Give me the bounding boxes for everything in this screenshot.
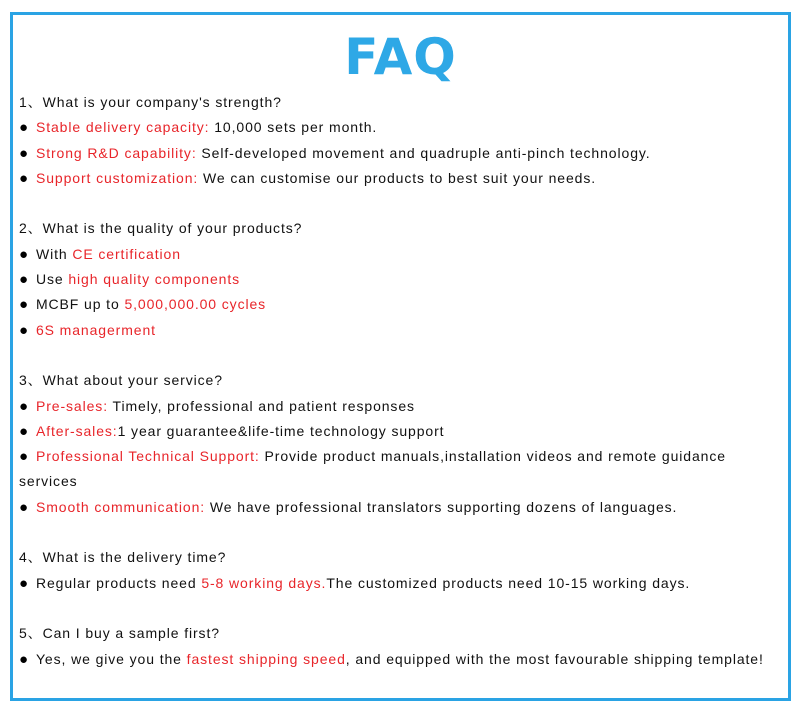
bullet-dot-icon: ● bbox=[19, 574, 29, 592]
faq-section-4 bbox=[19, 545, 779, 596]
highlight-text: Support customization: bbox=[35, 169, 199, 186]
bullet-item bbox=[19, 242, 779, 267]
bullet-dot-icon: ● bbox=[19, 296, 29, 314]
faq-section-2 bbox=[19, 216, 779, 342]
bullet-dot-icon: ● bbox=[19, 271, 29, 289]
bullet-item bbox=[19, 444, 779, 495]
highlight-text: Strong R&D capability: bbox=[35, 144, 197, 161]
faq-section-1 bbox=[19, 90, 779, 191]
highlight-text: high quality components bbox=[68, 271, 241, 288]
body-text: 1 year guarantee&life-time technology support bbox=[117, 422, 445, 439]
highlight-text: 5-8 working days. bbox=[201, 574, 327, 591]
bullet-dot-icon: ● bbox=[19, 397, 29, 415]
question-5: 5、Can I buy a sample first? bbox=[19, 625, 220, 642]
body-text: Yes, we give you the bbox=[35, 650, 187, 667]
body-text: , and equipped with the most favourable shipping template! bbox=[345, 650, 764, 667]
highlight-text: Professional Technical Support: bbox=[35, 448, 260, 465]
question-4: 4、What is the delivery time? bbox=[19, 549, 227, 566]
highlight-text: 5,000,000.00 cycles bbox=[124, 296, 267, 313]
bullet-dot-icon: ● bbox=[19, 245, 29, 263]
highlight-text: Pre-sales: bbox=[35, 397, 108, 414]
bullet-item bbox=[19, 166, 779, 191]
bullet-dot-icon: ● bbox=[19, 650, 29, 668]
bullet-item bbox=[19, 495, 779, 520]
highlight-text: Smooth communication: bbox=[35, 498, 206, 515]
question-2: 2、What is the quality of your products? bbox=[19, 220, 303, 237]
bullet-dot-icon: ● bbox=[19, 448, 29, 466]
bullet-item bbox=[19, 115, 779, 140]
body-text: MCBF up to bbox=[35, 296, 125, 313]
bullet-item bbox=[19, 267, 779, 292]
body-text: Regular products need bbox=[35, 574, 202, 591]
body-text: Use bbox=[35, 271, 69, 288]
question-3: 3、What about your service? bbox=[19, 372, 223, 389]
body-text: Self-developed movement and quadruple anti-pinch technology. bbox=[196, 144, 651, 161]
bullet-item bbox=[19, 292, 779, 317]
question-1: 1、What is your company's strength? bbox=[19, 94, 282, 110]
body-text: We have professional translators supporting dozens of languages. bbox=[205, 498, 678, 515]
body-text: With bbox=[35, 245, 73, 262]
bullet-item bbox=[19, 394, 779, 419]
highlight-text: CE certification bbox=[72, 245, 181, 262]
highlight-text: fastest shipping speed bbox=[186, 650, 346, 667]
bullet-item bbox=[19, 647, 779, 672]
body-text: Provide product manuals,installation videos and remote guidance services bbox=[19, 448, 726, 490]
bullet-dot-icon: ● bbox=[19, 498, 29, 516]
highlight-text: 6S managerment bbox=[35, 321, 156, 338]
bullet-item bbox=[19, 141, 779, 166]
faq-section-5 bbox=[19, 621, 779, 672]
faq-frame bbox=[10, 12, 791, 701]
bullet-item bbox=[19, 318, 779, 343]
body-text: Timely, professional and patient responses bbox=[108, 397, 415, 414]
bullet-item bbox=[19, 571, 779, 596]
body-text: 10,000 sets per month. bbox=[209, 119, 378, 136]
bullet-dot-icon: ● bbox=[19, 422, 29, 440]
body-text: The customized products need 10-15 working days. bbox=[326, 574, 691, 591]
faq-section-3 bbox=[19, 368, 779, 520]
bullet-item bbox=[19, 419, 779, 444]
body-text: We can customise our products to best suit your needs. bbox=[198, 169, 597, 186]
highlight-text: After-sales: bbox=[35, 422, 118, 439]
highlight-text: Stable delivery capacity: bbox=[35, 119, 210, 136]
bullet-dot-icon: ● bbox=[19, 169, 29, 187]
bullet-dot-icon: ● bbox=[19, 321, 29, 339]
page-title: FAQ bbox=[344, 28, 457, 86]
bullet-dot-icon: ● bbox=[19, 119, 29, 137]
bullet-dot-icon: ● bbox=[19, 144, 29, 162]
faq-content bbox=[19, 90, 779, 672]
